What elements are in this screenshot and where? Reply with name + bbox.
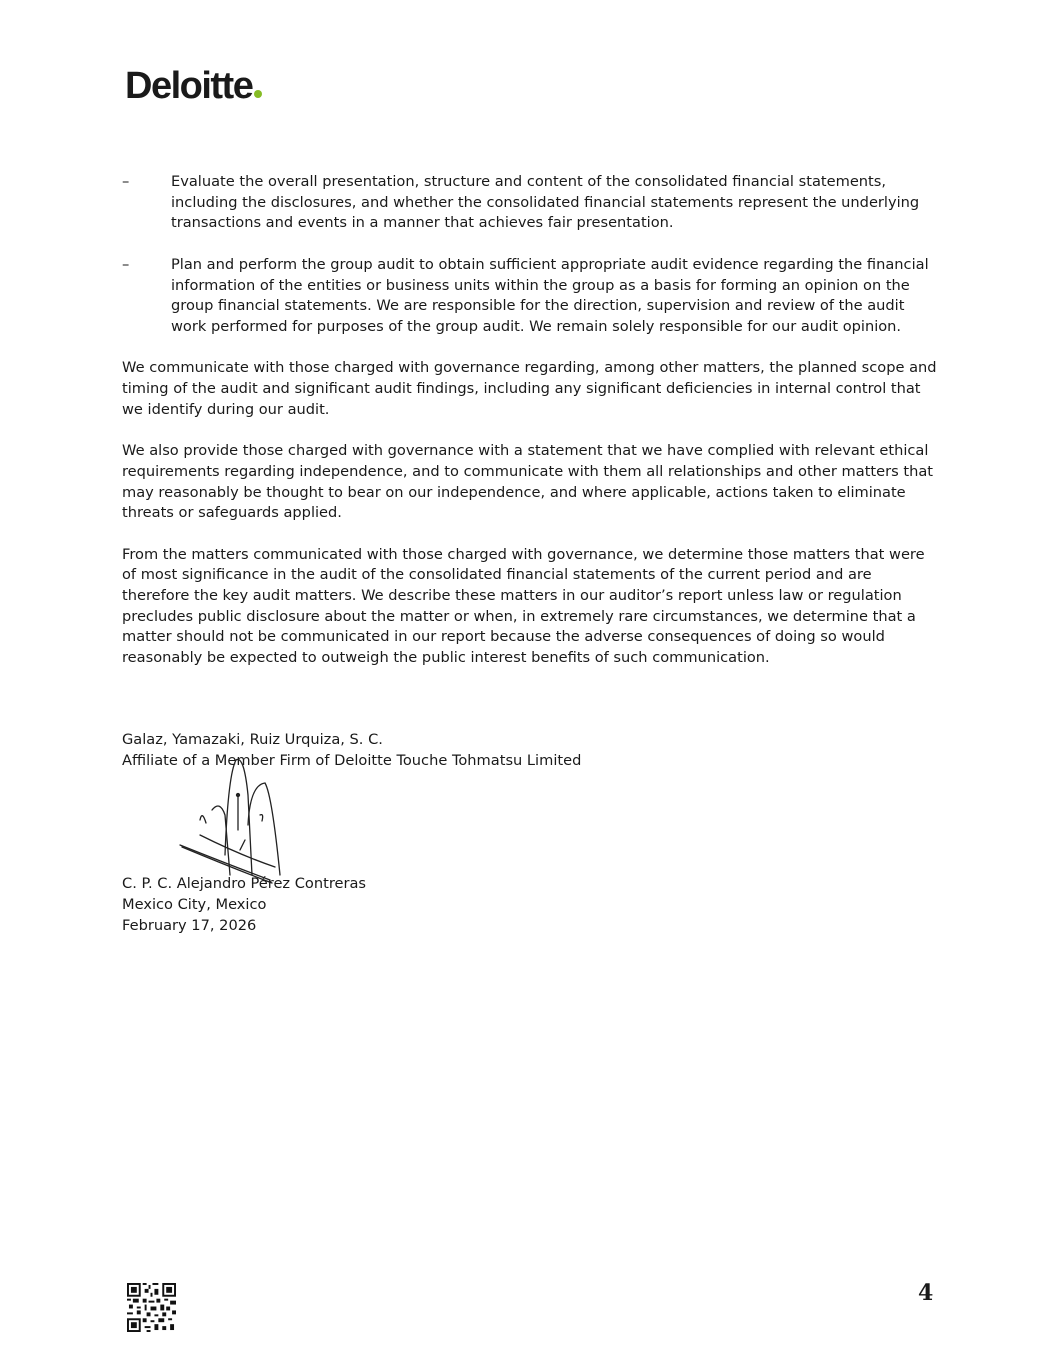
deloitte-logo [125, 66, 262, 106]
paragraph-independence-statement: We also provide those charged with governance with a statement that we have complied with relevant ethical requirements regarding independence, and to communicate with them all relationships and other matters that may reasonably be thought to bear on our independence, and where applicable, actions taken to eliminate threats or safeguards applied. [122, 442, 933, 522]
signer-name: C. P. C. Alejandro Pérez Contreras [122, 875, 367, 893]
paragraph-key-audit-matters: From the matters communicated with those charged with governance, we determine those matters that were of most significance in the audit of the consolidated financial statements of the current period and are therefore the key audit matters. We describe these matters in our auditor’s report unless law or regulation precludes public disclosure about the matter or when, in extremely rare circumstances, we determine that a matter should not be communicated in our report because the adverse consequences of doing so would reasonably be expected to outweigh the public interest benefits of such communication. [122, 545, 925, 667]
bullet-text: Plan and perform the group audit to obtain sufficient appropriate audit evidence regarding the financial information of the entities or business units within the group as a basis for forming an opinion on the group financial statements. We are responsible for the direction, supervision and review of the audit work performed for purposes of the group audit. We remain solely responsible for our audit opinion. [171, 255, 929, 335]
bullet-item [122, 255, 942, 338]
firm-affiliation: Affiliate of a Member Firm of Deloitte Touche Tohmatsu Limited [122, 751, 582, 769]
bullet-dash: – [122, 255, 130, 273]
qr-code[interactable] [127, 1283, 176, 1332]
logo-text: Deloitte [125, 65, 253, 107]
logo-green-dot [254, 90, 262, 98]
bullet-item [122, 172, 942, 234]
handwritten-signature [170, 755, 310, 895]
firm-name: Galaz, Yamazaki, Ruiz Urquiza, S. C. [122, 731, 383, 748]
signing-date: February 17, 2026 [122, 916, 257, 934]
bullet-text: Evaluate the overall presentation, structure and content of the consolidated financial statements, including the disclosures, and whether the consolidated financial statements represent the underlying transactions and events in a manner that achieves fair presentation. [171, 173, 920, 232]
page-number: 4 [918, 1280, 934, 1306]
report-body [122, 172, 942, 690]
bullet-dash: – [122, 173, 130, 190]
signing-location: Mexico City, Mexico [122, 896, 267, 914]
paragraph-governance-communication: We communicate with those charged with governance regarding, among other matters, the planned scope and timing of the audit and significant audit findings, including any significant deficiencies in internal control that we identify during our audit. [122, 359, 937, 418]
